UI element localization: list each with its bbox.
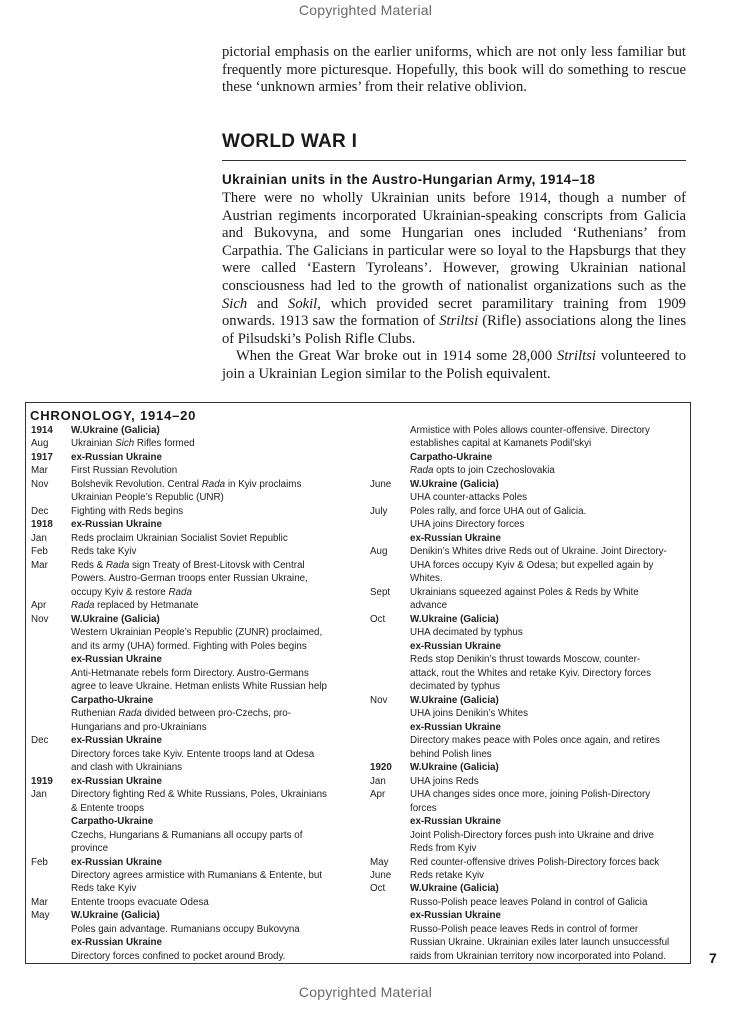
- chronology-row: [370, 464, 688, 477]
- chronology-region: ex-Russian Ukraine: [71, 775, 162, 787]
- chronology-date: Aug: [31, 438, 49, 450]
- chronology-row: [370, 721, 688, 734]
- chronology-date: [370, 896, 410, 909]
- chronology-event: [71, 478, 371, 491]
- text-run: Bolshevik Revolution. Central: [71, 478, 202, 490]
- chronology-row: [31, 882, 371, 895]
- chronology-row: [370, 559, 688, 572]
- chronology-event: UHA decimated by typhus: [410, 627, 523, 639]
- chronology-row: [370, 491, 688, 504]
- copyright-watermark-top: Copyrighted Material: [298, 2, 433, 18]
- chronology-event: Joint Polish-Directory forces push into Ukraine and drive: [410, 829, 654, 841]
- italic-term: Sokil: [288, 295, 318, 312]
- chronology-date: [370, 518, 410, 531]
- text-run: opts to join Czechoslovakia: [433, 465, 555, 477]
- chronology-event: Directory fighting Red & White Russians, Poles, Ukrainians: [71, 789, 327, 801]
- chronology-date: [370, 909, 410, 922]
- chronology-event: forces: [410, 802, 437, 814]
- chronology-event: UHA joins Denikin’s Whites: [410, 708, 528, 720]
- chronology-row: [31, 802, 371, 815]
- chronology-date: [370, 815, 410, 828]
- chronology-date: [31, 721, 71, 734]
- chronology-event: agree to leave Ukraine. Hetman enlists White Russian help: [71, 681, 327, 693]
- chronology-date: [370, 802, 410, 815]
- chronology-right-column: [370, 424, 688, 963]
- chronology-event: Powers. Austro-German troops enter Russian Ukraine,: [71, 573, 308, 585]
- chronology-row: [31, 896, 371, 909]
- chronology-event: Red counter-offensive drives Polish-Directory forces back: [410, 856, 660, 868]
- chronology-event: Ukrainians squeezed against Poles & Reds by White: [410, 586, 639, 598]
- chronology-row: [31, 613, 371, 626]
- chronology-event: Czechs, Hungarians & Rumanians all occupy parts of: [71, 829, 303, 841]
- chronology-event: Directory forces confined to pocket around Brody.: [71, 950, 286, 962]
- chronology-date: Dec: [31, 735, 49, 747]
- chronology-date: [370, 572, 410, 585]
- chronology-event: Reds stop Denikin’s thrust towards Moscow, counter-: [410, 654, 641, 666]
- italic-term: Rada: [118, 708, 142, 720]
- chronology-event: advance: [410, 600, 448, 612]
- chronology-event: raids from Ukrainian territory now incorporated into Poland.: [410, 950, 666, 962]
- chronology-row: [370, 856, 688, 869]
- chronology-row: [31, 950, 371, 963]
- chronology-date: [31, 586, 71, 599]
- chronology-date: 1919: [31, 775, 53, 787]
- chronology-event: [410, 464, 688, 477]
- chronology-date: June: [370, 478, 392, 490]
- chronology-row: [370, 815, 688, 828]
- chronology-region: ex-Russian Ukraine: [71, 937, 162, 949]
- chronology-row: [31, 734, 371, 747]
- chronology-row: [31, 680, 371, 693]
- chronology-date: [370, 424, 410, 437]
- chronology-event: Western Ukrainian People’s Republic (ZUNR) proclaimed,: [71, 627, 323, 639]
- chronology-event: Anti-Hetmanate rebels form Directory. Austro-Germans: [71, 667, 309, 679]
- chronology-row: [370, 694, 688, 707]
- chronology-region: ex-Russian Ukraine: [71, 735, 162, 747]
- chronology-date: [31, 869, 71, 882]
- chronology-date: [370, 923, 410, 936]
- chronology-row: [370, 775, 688, 788]
- chronology-event: Directory makes peace with Poles once again, and retires: [410, 735, 660, 747]
- chronology-event: Russo-Polish peace leaves Poland in control of Galicia: [410, 896, 648, 908]
- intro-paragraph: [222, 44, 686, 97]
- chronology-date: [31, 842, 71, 855]
- chronology-region: ex-Russian Ukraine: [71, 856, 162, 868]
- chronology-event: [71, 599, 371, 612]
- chronology-date: [370, 829, 410, 842]
- italic-term: Rada: [71, 600, 95, 612]
- chronology-event: Reds take Kyiv: [71, 546, 137, 558]
- chronology-row: [370, 626, 688, 639]
- chronology-region: W.Ukraine (Galicia): [71, 425, 160, 436]
- chronology-row: [370, 829, 688, 842]
- chronology-row: [31, 761, 371, 774]
- chronology-row: [370, 532, 688, 545]
- chronology-row: [370, 586, 688, 599]
- italic-term: Rada: [201, 478, 226, 490]
- chronology-event: & Entente troops: [71, 802, 144, 814]
- chronology-region: W.Ukraine (Galicia): [410, 478, 499, 490]
- chronology-region: ex-Russian Ukraine: [71, 654, 162, 666]
- chronology-region: ex-Russian Ukraine: [410, 532, 501, 544]
- chronology-row: [370, 653, 688, 666]
- chronology-date: [31, 802, 71, 815]
- chronology-row: [370, 869, 688, 882]
- chronology-event: behind Polish lines: [410, 748, 492, 760]
- chronology-date: [31, 761, 71, 774]
- intro-paragraph-text: pictorial emphasis on the earlier uniforms, which are not only less familiar but frequently more picturesque. Hopefully, this book will do something to rescue these ‘unknown armies’ from their relative oblivion.: [222, 44, 686, 96]
- chronology-event: Poles rally, and force UHA out of Galicia.: [410, 505, 587, 517]
- chronology-row: [370, 424, 688, 437]
- chronology-date: Feb: [31, 856, 48, 868]
- chronology-row: [370, 599, 688, 612]
- text-run: When the Great War broke out in 1914 some 28,000: [236, 348, 558, 365]
- chronology-row: [31, 599, 371, 612]
- chronology-date: Oct: [370, 613, 386, 625]
- chronology-region: ex-Russian Ukraine: [410, 640, 501, 652]
- chronology-row: [31, 829, 371, 842]
- chronology-row: [370, 788, 688, 801]
- chronology-event: UHA joins Reds: [410, 775, 479, 787]
- chronology-date: Oct: [370, 883, 386, 895]
- text-run: Ruthenian: [71, 708, 119, 720]
- chronology-event: UHA counter-attacks Poles: [410, 492, 528, 504]
- chronology-event: [71, 707, 371, 720]
- chronology-date: [370, 437, 410, 450]
- text-run: There were no wholly Ukrainian units before 1914, though a number of Austrian regiments incorporated Ukrainian-speaking conscripts from Galicia and Bukovyna, and some Hungarian ones included ‘Ruthenians’ from Carpathia. The Galicians in particular were so loyal to the Hapsburgs that they were called ‘Eastern Tyroleans’. However, growing Ukrainian national consciousness had led to the growth of nationalist organizations such as the: [222, 190, 686, 294]
- chronology-row: [370, 802, 688, 815]
- chronology-date: Jan: [31, 532, 47, 544]
- chronology-date: [31, 572, 71, 585]
- chronology-date: [31, 667, 71, 680]
- chronology-row: [31, 856, 371, 869]
- chronology-event: Directory forces take Kyiv. Entente troops land at Odesa: [71, 748, 315, 760]
- chronology-date: [31, 950, 71, 963]
- chronology-event: [71, 586, 371, 599]
- chronology-left-column: [31, 424, 371, 963]
- chronology-region: Carpatho-Ukraine: [410, 451, 493, 463]
- chronology-region: W.Ukraine (Galicia): [71, 613, 160, 625]
- chronology-row: [370, 936, 688, 949]
- chronology-event: Reds proclaim Ukrainian Socialist Soviet Republic: [71, 532, 288, 544]
- chronology-row: [31, 640, 371, 653]
- chronology-date: [370, 599, 410, 612]
- chronology-region: W.Ukraine (Galicia): [71, 910, 160, 922]
- chronology-date: Feb: [31, 546, 48, 558]
- chronology-date: [370, 451, 410, 464]
- chronology-event: Armistice with Poles allows counter-offensive. Directory: [410, 425, 650, 436]
- chronology-date: June: [370, 869, 392, 881]
- chronology-date: 1918: [31, 519, 53, 531]
- body-paragraph-1: [222, 190, 686, 348]
- text-run: occupy Kyiv & restore: [71, 586, 169, 598]
- italic-term: Rada: [105, 559, 130, 571]
- chronology-event: [71, 437, 371, 450]
- chronology-date: Apr: [31, 600, 47, 612]
- chronology-date: [31, 491, 71, 504]
- chronology-date: [31, 923, 71, 936]
- chronology-event: Hungarians and pro-Ukrainians: [71, 721, 207, 733]
- chronology-row: [370, 640, 688, 653]
- chronology-row: [370, 518, 688, 531]
- chronology-event: establishes capital at Kamanets Podil’skyi: [410, 438, 592, 450]
- chronology-date: 1914: [31, 425, 53, 436]
- chronology-date: [31, 936, 71, 949]
- chronology-row: [31, 532, 371, 545]
- chronology-row: [31, 721, 371, 734]
- chronology-date: [370, 721, 410, 734]
- chronology-date: [31, 815, 71, 828]
- chronology-row: [31, 464, 371, 477]
- text-run: and: [247, 295, 289, 312]
- subheading: Ukrainian units in the Austro-Hungarian Army, 1914–18: [222, 172, 596, 187]
- section-divider: [222, 160, 686, 161]
- chronology-event: First Russian Revolution: [71, 465, 178, 477]
- chronology-event: and its army (UHA) formed. Fighting with Poles begins: [71, 640, 307, 652]
- chronology-region: ex-Russian Ukraine: [71, 519, 162, 531]
- chronology-date: [31, 626, 71, 639]
- chronology-row: [370, 909, 688, 922]
- body-text: [222, 190, 686, 384]
- chronology-date: Jan: [31, 789, 47, 801]
- text-run: Rifles formed: [134, 438, 195, 450]
- chronology-region: Carpatho-Ukraine: [71, 694, 154, 706]
- chronology-row: [370, 882, 688, 895]
- chronology-event: UHA changes sides once more, joining Polish-Directory: [410, 789, 651, 801]
- chronology-row: [31, 694, 371, 707]
- chronology-date: Mar: [31, 465, 48, 477]
- chronology-date: [31, 748, 71, 761]
- chronology-event: Russian Ukraine. Ukrainian exiles later launch unsuccessful: [410, 937, 670, 949]
- chronology-row: [370, 451, 688, 464]
- chronology-region: ex-Russian Ukraine: [71, 451, 162, 463]
- chronology-row: [370, 680, 688, 693]
- chronology-row: [31, 478, 371, 491]
- chronology-region: W.Ukraine (Galicia): [410, 762, 499, 774]
- chronology-date: [31, 640, 71, 653]
- chronology-date: [370, 464, 410, 477]
- chronology-event: UHA joins Directory forces: [410, 519, 525, 531]
- chronology-date: Mar: [31, 559, 48, 571]
- chronology-row: [370, 572, 688, 585]
- chronology-row: [31, 936, 371, 949]
- chronology-date: [31, 829, 71, 842]
- chronology-date: [31, 680, 71, 693]
- chronology-row: [31, 667, 371, 680]
- chronology-date: 1917: [31, 451, 53, 463]
- chronology-date: [370, 707, 410, 720]
- text-run: replaced by Hetmanate: [94, 600, 199, 612]
- chronology-row: [370, 667, 688, 680]
- chronology-date: 1920: [370, 762, 392, 774]
- chronology-date: Nov: [31, 613, 49, 625]
- chronology-region: ex-Russian Ukraine: [410, 816, 501, 828]
- chronology-row: [31, 559, 371, 572]
- chronology-date: July: [370, 505, 388, 517]
- chronology-row: [370, 896, 688, 909]
- chronology-row: [31, 653, 371, 666]
- chronology-date: [370, 667, 410, 680]
- chronology-region: ex-Russian Ukraine: [410, 721, 501, 733]
- chronology-region: ex-Russian Ukraine: [410, 910, 501, 922]
- chronology-date: [370, 680, 410, 693]
- chronology-region: W.Ukraine (Galicia): [410, 694, 499, 706]
- chronology-row: [31, 586, 371, 599]
- chronology-date: [370, 748, 410, 761]
- chronology-date: [370, 532, 410, 545]
- chronology-row: [31, 545, 371, 558]
- chronology-row: [370, 478, 688, 491]
- chronology-row: [31, 707, 371, 720]
- italic-term: Rada: [410, 465, 434, 477]
- chronology-row: [31, 505, 371, 518]
- chronology-event: Reds from Kyiv: [410, 843, 477, 855]
- text-run: Ukrainian: [71, 438, 116, 450]
- copyright-watermark-bottom: Copyrighted Material: [298, 984, 433, 1000]
- chronology-event: Directory agrees armistice with Rumanians & Entente, but: [71, 869, 323, 881]
- chronology-row: [370, 748, 688, 761]
- chronology-row: [370, 734, 688, 747]
- chronology-date: Apr: [370, 789, 386, 801]
- chronology-date: [31, 694, 71, 707]
- chronology-row: [31, 572, 371, 585]
- chronology-row: [31, 424, 371, 437]
- chronology-title: CHRONOLOGY, 1914–20: [30, 408, 197, 423]
- chronology-row: [370, 950, 688, 963]
- chronology-date: [370, 734, 410, 747]
- chronology-row: [31, 626, 371, 639]
- chronology-date: [370, 936, 410, 949]
- chronology-row: [370, 842, 688, 855]
- italic-term: Sich: [222, 295, 248, 312]
- chronology-row: [31, 923, 371, 936]
- chronology-event: attack, rout the Whites and retake Kyiv. Directory forces: [410, 667, 652, 679]
- chronology-event: UHA forces occupy Kyiv & Odesa; but expelled again by: [410, 559, 654, 571]
- chronology-date: [370, 626, 410, 639]
- chronology-row: [31, 842, 371, 855]
- chronology-date: [370, 491, 410, 504]
- chronology-row: [31, 815, 371, 828]
- chronology-event: Entente troops evacuate Odesa: [71, 896, 209, 908]
- text-run: in Kyiv proclaims: [225, 478, 302, 490]
- chronology-event: Russo-Polish peace leaves Reds in control of former: [410, 923, 639, 935]
- chronology-event: Reds take Kyiv: [71, 883, 137, 895]
- chronology-row: [31, 491, 371, 504]
- chronology-date: Mar: [31, 896, 48, 908]
- chronology-row: [31, 518, 371, 531]
- text-run: , which provided secret paramilitary training from 1909 onwards. 1913 saw the formation of: [222, 295, 686, 330]
- chronology-row: [31, 909, 371, 922]
- chronology-event: Reds retake Kyiv: [410, 869, 485, 881]
- chronology-row: [370, 545, 688, 558]
- page-number: 7: [709, 950, 717, 966]
- chronology-date: [370, 950, 410, 963]
- chronology-row: [31, 869, 371, 882]
- chronology-event: Denikin’s Whites drive Reds out of Ukraine. Joint Directory-: [410, 546, 667, 558]
- chronology-row: [370, 923, 688, 936]
- chronology-event: decimated by typhus: [410, 681, 500, 693]
- chronology-event: [71, 559, 371, 572]
- chronology-date: Dec: [31, 505, 49, 517]
- chronology-date: [31, 882, 71, 895]
- chronology-region: W.Ukraine (Galicia): [410, 613, 499, 625]
- text-run: divided between pro-Czechs, pro-: [141, 708, 292, 720]
- chronology-row: [31, 788, 371, 801]
- text-run: sign Treaty of Brest-Litovsk with Central: [129, 559, 305, 571]
- chronology-row: [370, 613, 688, 626]
- chronology-event: Whites.: [410, 573, 443, 585]
- chronology-date: [370, 653, 410, 666]
- chronology-date: [31, 707, 71, 720]
- italic-term: Striltsi: [557, 348, 596, 365]
- chronology-row: [31, 451, 371, 464]
- chronology-date: [370, 640, 410, 653]
- chronology-event: Poles gain advantage. Rumanians occupy Bukovyna: [71, 923, 300, 935]
- chronology-row: [370, 505, 688, 518]
- chronology-row: [31, 437, 371, 450]
- italic-term: Rada: [168, 586, 192, 598]
- section-heading: WORLD WAR I: [222, 131, 358, 152]
- chronology-date: Sept: [370, 586, 391, 598]
- text-run: volunteered to join a Ukrainian Legion similar to the Polish equivalent.: [222, 348, 686, 382]
- chronology-event: Fighting with Reds begins: [71, 505, 184, 517]
- chronology-row: [370, 707, 688, 720]
- chronology-row: [31, 748, 371, 761]
- body-paragraph-2: [222, 348, 686, 383]
- chronology-date: [370, 842, 410, 855]
- chronology-date: [31, 653, 71, 666]
- text-run: (Rifle) associations along the lines of Pilsudski’s Polish Rifle Clubs.: [222, 313, 687, 347]
- chronology-event: and clash with Ukrainians: [71, 762, 183, 774]
- chronology-date: May: [370, 856, 389, 868]
- chronology-date: Nov: [31, 478, 49, 490]
- chronology-row: [370, 437, 688, 450]
- chronology-event: province: [71, 843, 109, 855]
- chronology-date: May: [31, 910, 50, 922]
- chronology-date: Jan: [370, 775, 386, 787]
- chronology-date: Nov: [370, 694, 388, 706]
- chronology-row: [370, 761, 688, 774]
- chronology-date: Aug: [370, 546, 388, 558]
- text-run: Reds &: [71, 559, 106, 571]
- chronology-region: W.Ukraine (Galicia): [410, 883, 499, 895]
- chronology-date: [370, 559, 410, 572]
- italic-term: Sich: [115, 438, 135, 450]
- chronology-region: Carpatho-Ukraine: [71, 816, 154, 828]
- chronology-row: [31, 775, 371, 788]
- chronology-event: Ukrainian People’s Republic (UNR): [71, 492, 224, 504]
- italic-term: Striltsi: [439, 313, 479, 330]
